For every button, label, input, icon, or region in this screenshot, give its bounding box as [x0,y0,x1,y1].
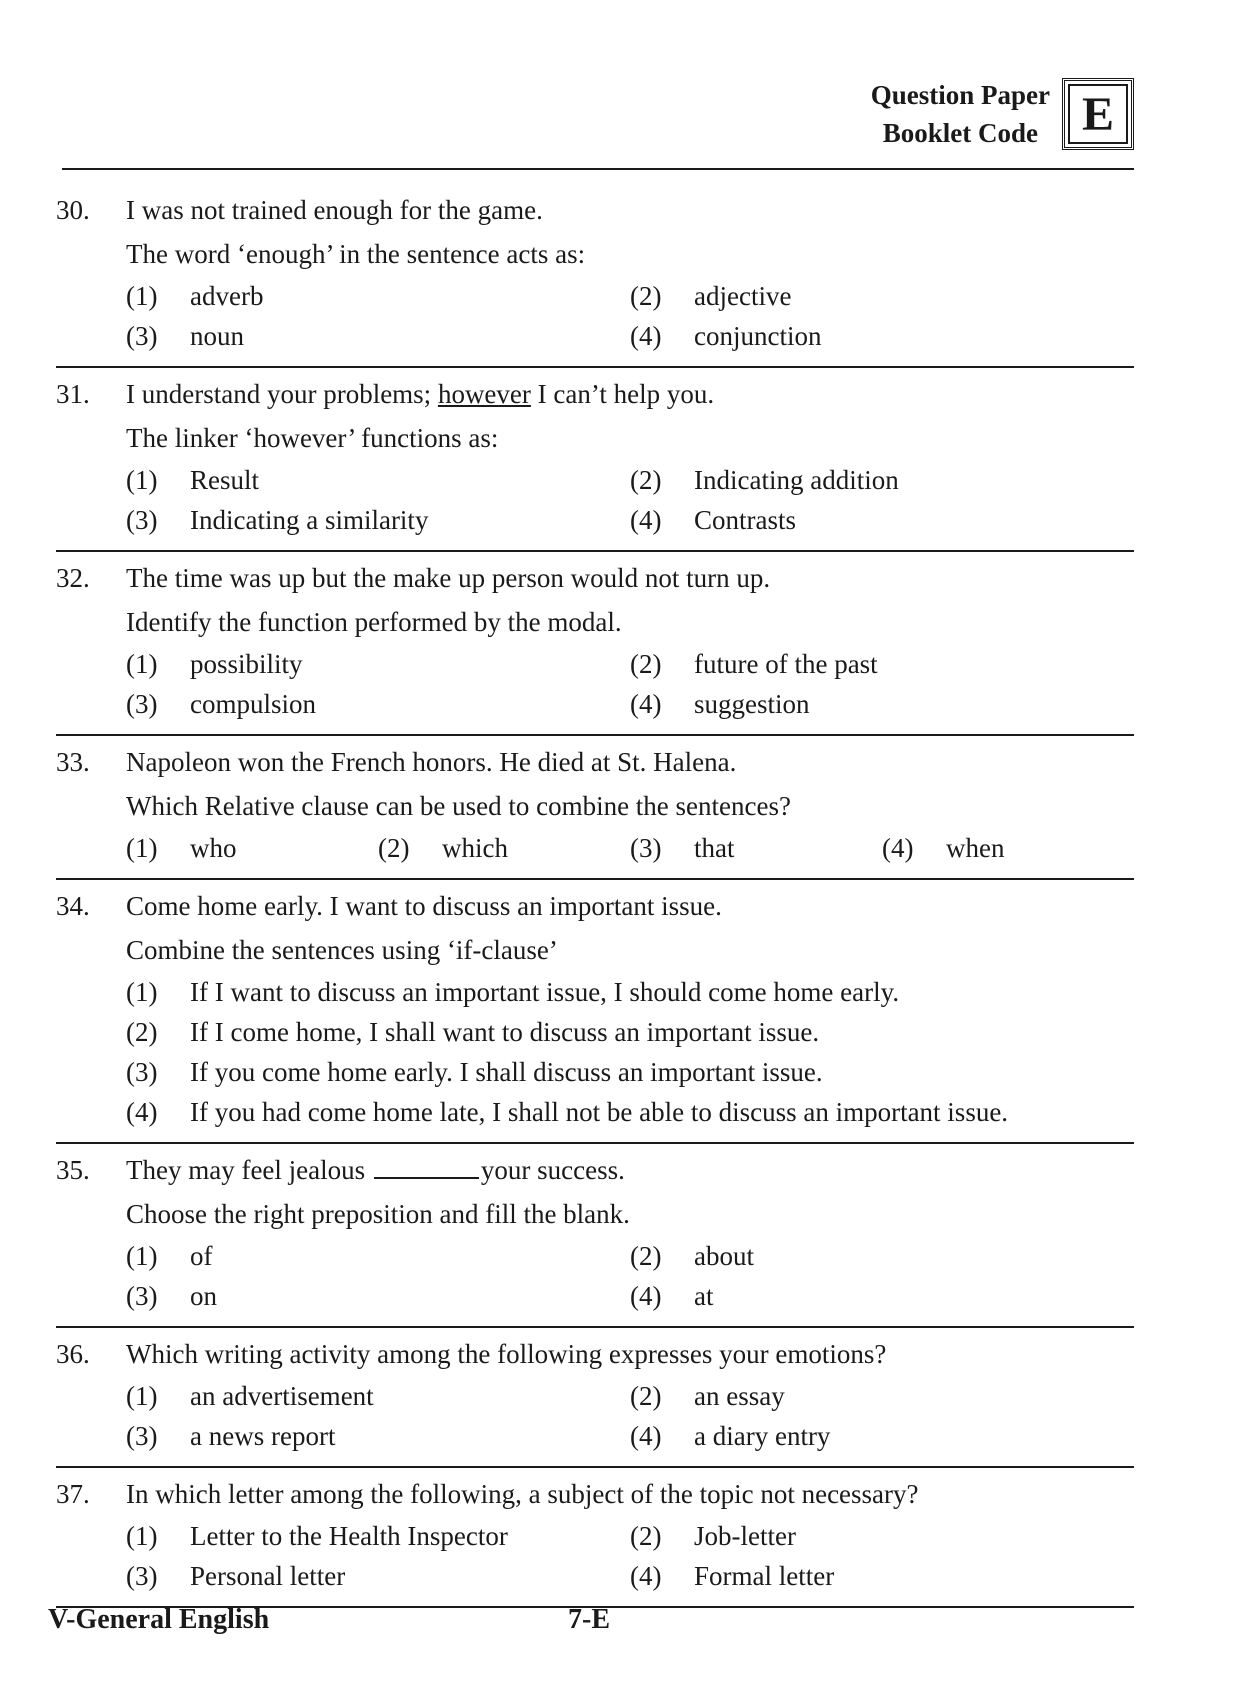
question-37 [56,1468,1134,1608]
option-number: (4) [630,505,662,535]
option-number: (3) [126,1421,158,1451]
option-2[interactable] [630,276,1134,316]
question-stem: The time was up but the make up person would not turn up. [126,563,771,593]
option-number: (2) [630,281,662,311]
option-text: Indicating addition [694,465,899,495]
option-text: adverb [190,281,264,311]
option-1[interactable] [126,828,378,868]
option-number: (2) [630,1241,662,1271]
option-4[interactable] [882,828,1134,868]
question-36 [56,1328,1134,1468]
option-number: (3) [126,321,158,351]
option-2[interactable] [630,460,1134,500]
option-3[interactable] [126,1276,630,1316]
option-number: (1) [126,1241,158,1271]
question-prompt: Combine the sentences using ‘if-clause’ [126,935,558,965]
question-number: 33. [56,747,90,777]
option-1[interactable] [126,1236,630,1276]
header-line-1: Question Paper [870,80,1050,110]
question-number: 34. [56,891,90,921]
booklet-code-label [871,76,1050,152]
option-number: (4) [630,1561,662,1591]
option-text: on [190,1281,217,1311]
question-stem: Come home early. I want to discuss an important issue. [126,891,722,921]
page-footer [48,1604,1134,1636]
option-text: If I come home, I shall want to discuss an important issue. [190,1017,820,1047]
option-text: Result [190,465,260,495]
option-2[interactable] [126,1012,1134,1052]
option-2[interactable] [630,1376,1134,1416]
option-text: Indicating a similarity [190,505,429,535]
option-number: (2) [630,1381,662,1411]
option-text: an essay [694,1381,785,1411]
question-33 [56,736,1134,880]
option-text: conjunction [694,321,822,351]
option-number: (3) [126,1057,158,1087]
question-31 [56,368,1134,552]
option-text: a news report [190,1421,336,1451]
question-prompt: Identify the function performed by the modal. [126,607,622,637]
option-3[interactable] [126,500,630,540]
option-text: Formal letter [694,1561,835,1591]
option-3[interactable] [126,1416,630,1456]
option-number: (1) [126,1521,158,1551]
option-text: a diary entry [694,1421,831,1451]
header-line-2: Booklet Code [882,118,1038,148]
option-number: (2) [126,1017,158,1047]
question-number: 32. [56,563,90,593]
option-text: Personal letter [190,1561,346,1591]
option-number: (3) [630,833,662,863]
subject-name: V-General English [48,1604,270,1635]
option-text: compulsion [190,689,316,719]
question-34 [56,880,1134,1144]
option-text: when [946,833,1005,863]
option-4[interactable] [630,500,1134,540]
option-2[interactable] [630,644,1134,684]
option-number: (2) [630,465,662,495]
option-number: (1) [126,833,158,863]
question-prompt: Which Relative clause can be used to combine the sentences? [126,791,791,821]
underlined-word: however [437,379,531,409]
option-number: (1) [126,649,158,679]
question-number: 36. [56,1339,90,1369]
option-1[interactable] [126,460,630,500]
option-2[interactable] [630,1236,1134,1276]
option-4[interactable] [630,684,1134,724]
option-2[interactable] [378,828,630,868]
booklet-code-header [871,76,1134,152]
question-stem [126,1148,1134,1192]
question-stem: Which writing activity among the following expresses your emotions? [126,1339,887,1369]
option-1[interactable] [126,972,1134,1012]
question-prompt: Choose the right preposition and fill the blank. [126,1199,630,1229]
option-3[interactable] [630,828,882,868]
option-2[interactable] [630,1516,1134,1556]
option-text: adjective [694,281,792,311]
option-number: (2) [630,649,662,679]
option-text: about [694,1241,754,1271]
option-4[interactable] [126,1092,1134,1132]
question-32 [56,552,1134,736]
option-text: possibility [190,649,303,679]
stem-part: They may feel jealous [126,1155,372,1185]
option-number: (3) [126,505,158,535]
option-text: If I want to discuss an important issue, I should come home early. [190,977,900,1007]
booklet-code-box: E [1062,78,1134,150]
question-stem: I was not trained enough for the game. [126,195,543,225]
option-4[interactable] [630,316,1134,356]
option-text: who [190,833,237,863]
option-1[interactable] [126,644,630,684]
option-3[interactable] [126,1052,1134,1092]
question-number: 35. [56,1155,90,1185]
option-text: at [694,1281,714,1311]
option-4[interactable] [630,1556,1134,1596]
option-text: an advertisement [190,1381,374,1411]
question-stem: Napoleon won the French honors. He died at St. Halena. [126,747,737,777]
option-3[interactable] [126,1556,630,1596]
question-stem [126,372,1134,416]
stem-part: your success. [480,1155,625,1185]
option-number: (3) [126,1561,158,1591]
option-number: (4) [630,1281,662,1311]
question-number: 30. [56,195,90,225]
option-number: (1) [126,465,158,495]
fill-in-blank [374,1153,479,1179]
option-number: (1) [126,281,158,311]
option-text: suggestion [694,689,810,719]
option-4[interactable] [630,1276,1134,1316]
stem-part: I understand your problems; [126,379,438,409]
option-number: (3) [126,1281,158,1311]
option-text: noun [190,321,244,351]
option-text: Letter to the Health Inspector [190,1521,508,1551]
option-number: (1) [126,1381,158,1411]
option-number: (4) [630,1421,662,1451]
stem-part: I can’t help you. [530,379,715,409]
option-number: (4) [126,1097,158,1127]
option-number: (4) [630,321,662,351]
option-1[interactable] [126,1516,630,1556]
question-prompt: The word ‘enough’ in the sentence acts as: [126,239,586,269]
option-number: (3) [126,689,158,719]
option-text: which [442,833,508,863]
header-rule [62,168,1134,170]
option-text: future of the past [694,649,878,679]
option-number: (1) [126,977,158,1007]
option-1[interactable] [126,1376,630,1416]
page-number: 7-E [568,1604,610,1635]
question-prompt: The linker ‘however’ functions as: [126,423,499,453]
option-number: (4) [882,833,914,863]
option-number: (2) [378,833,410,863]
option-4[interactable] [630,1416,1134,1456]
option-text: Job-letter [694,1521,796,1551]
question-stem: In which letter among the following, a subject of the topic not necessary? [126,1479,919,1509]
option-text: If you had come home late, I shall not be able to discuss an important issue. [190,1097,1009,1127]
question-35 [56,1144,1134,1328]
question-number: 31. [56,379,90,409]
option-text: that [694,833,735,863]
question-number: 37. [56,1479,90,1509]
option-1[interactable] [126,276,630,316]
question-30 [56,184,1134,368]
option-3[interactable] [126,316,630,356]
option-text: If you come home early. I shall discuss an important issue. [190,1057,823,1087]
option-3[interactable] [126,684,630,724]
option-text: of [190,1241,213,1271]
option-text: Contrasts [694,505,797,535]
question-list [56,184,1134,1608]
option-number: (4) [630,689,662,719]
option-number: (2) [630,1521,662,1551]
